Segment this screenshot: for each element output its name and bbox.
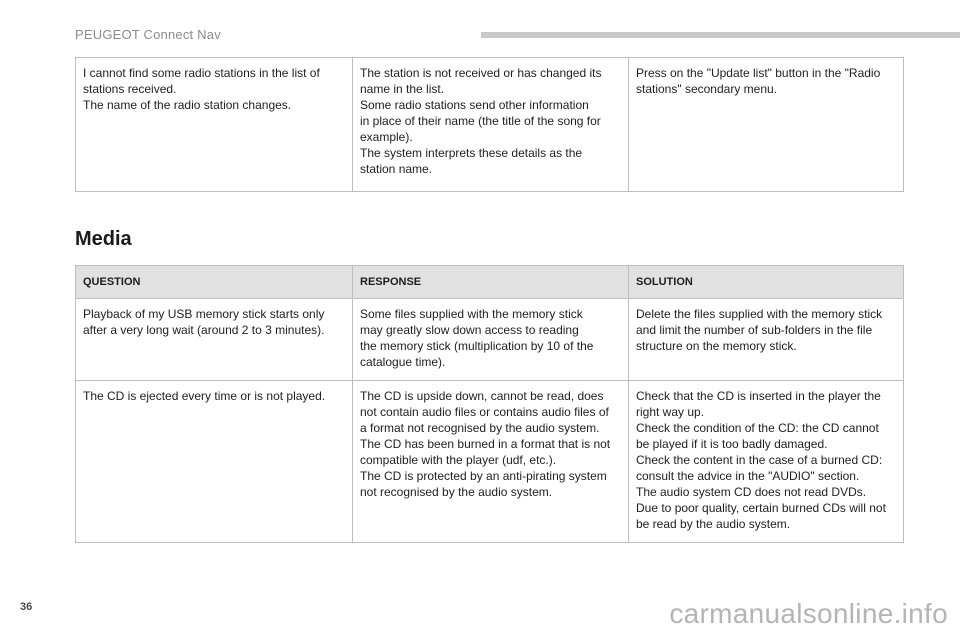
header-rule bbox=[481, 32, 960, 38]
response-cell: The CD is upside down, cannot be read, does not contain audio files or contains audio files of a format not recognised by the audio system. The CD has been burned in a format that is not compatible with the player (udf, etc.). The CD is protected by an anti-pirating system not recognised by the audio system. bbox=[353, 381, 629, 543]
solution-cell: Check that the CD is inserted in the player the right way up. Check the condition of the CD: the CD cannot be played if it is too badly damaged. Check the content in the case of a burned CD: consult the advice in the "AUDIO" section. The audio system CD does not read DVDs. Due to poor quality, certain burned CDs will not be read by the audio system. bbox=[629, 381, 904, 543]
solution-cell: Press on the "Update list" button in the "Radio stations" secondary menu. bbox=[629, 58, 904, 192]
question-cell: Playback of my USB memory stick starts only after a very long wait (around 2 to 3 minutes). bbox=[76, 299, 353, 381]
question-cell: I cannot find some radio stations in the list of stations received. The name of the radio station changes. bbox=[76, 58, 353, 192]
watermark-text: carmanualsonline.info bbox=[669, 598, 948, 629]
column-header-response: RESPONSE bbox=[353, 266, 629, 299]
table-row bbox=[76, 381, 904, 543]
response-cell: The station is not received or has changed its name in the list. Some radio stations send other information in place of their name (the title of the song for example). The system interprets these details as the station name. bbox=[353, 58, 629, 192]
running-header-title: PEUGEOT Connect Nav bbox=[75, 27, 221, 42]
page-number: 36 bbox=[20, 601, 33, 613]
radio-troubleshooting-table bbox=[75, 57, 904, 192]
table-row bbox=[76, 299, 904, 381]
response-cell: Some files supplied with the memory stick may greatly slow down access to reading the memory stick (multiplication by 10 of the catalogue time). bbox=[353, 299, 629, 381]
table-row bbox=[76, 58, 904, 192]
media-troubleshooting-table bbox=[75, 265, 904, 543]
solution-cell: Delete the files supplied with the memory stick and limit the number of sub-folders in the file structure on the memory stick. bbox=[629, 299, 904, 381]
column-header-question: QUESTION bbox=[76, 266, 353, 299]
section-title-media: Media bbox=[75, 228, 132, 250]
question-cell: The CD is ejected every time or is not played. bbox=[76, 381, 353, 543]
table-header-row bbox=[76, 266, 904, 299]
column-header-solution: SOLUTION bbox=[629, 266, 904, 299]
